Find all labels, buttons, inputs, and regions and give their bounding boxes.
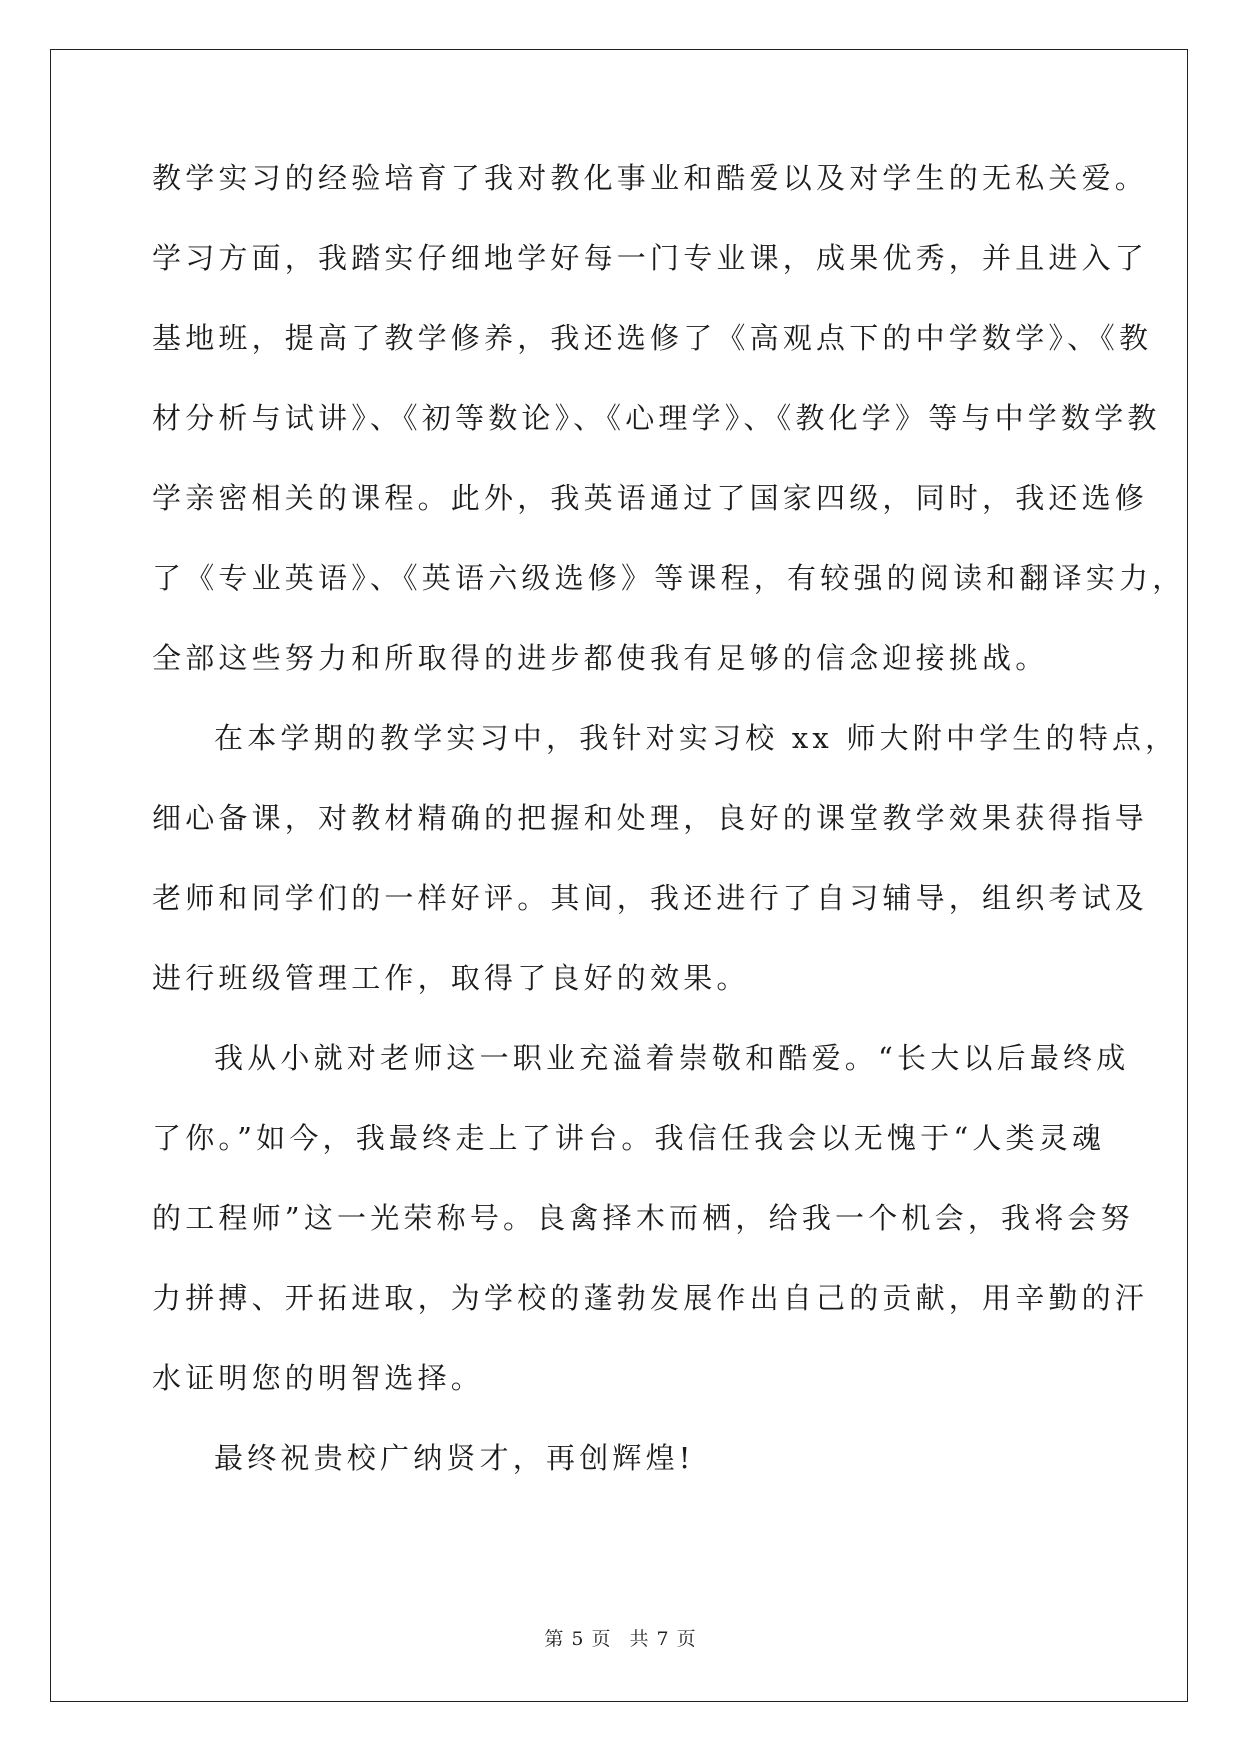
paragraph-start-line: 我从小就对老师这一职业充溢着崇敬和酷爱。“长大以后最终成 xyxy=(214,1041,1130,1075)
document-body xyxy=(152,158,1186,1518)
text-line: 全部这些努力和所取得的进步都使我有足够的信念迎接挑战。 xyxy=(152,641,1049,675)
text-line: 教学实习的经验培育了我对教化事业和酷爱以及对学生的无私关爱。 xyxy=(152,161,1149,195)
text-line: 材分析与试讲》、《初等数论》、《心理学》、《教化学》等与中学数学教 xyxy=(152,401,1161,435)
page-footer xyxy=(0,1624,1241,1651)
total-pages-label: 共 7 页 xyxy=(629,1628,697,1650)
text-line: 力拼搏、开拓进取，为学校的蓬勃发展作出自己的贡献，用辛勤的汗 xyxy=(152,1281,1149,1315)
current-page-label: 第 5 页 xyxy=(544,1628,612,1650)
text-line: 水证明您的明智选择。 xyxy=(152,1361,485,1395)
text-line: 细心备课，对教材精确的把握和处理，良好的课堂教学效果获得指导 xyxy=(152,801,1149,835)
text-line: 的工程师”这一光荣称号。良禽择木而栖，给我一个机会，我将会努 xyxy=(152,1201,1134,1235)
paragraph-start-line: 在本学期的教学实习中，我针对实习校 xx 师大附中学生的特点， xyxy=(214,721,1179,755)
text-line: 学亲密相关的课程。此外，我英语通过了国家四级，同时，我还选修 xyxy=(152,481,1149,515)
text-line: 基地班，提高了教学修养，我还选修了《高观点下的中学数学》、《教 xyxy=(152,321,1153,355)
text-line: 老师和同学们的一样好评。其间，我还进行了自习辅导，组织考试及 xyxy=(152,881,1149,915)
closing-line: 最终祝贵校广纳贤才，再创辉煌! xyxy=(214,1441,695,1475)
text-line: 进行班级管理工作，取得了良好的效果。 xyxy=(152,961,750,995)
text-line: 了你。”如今，我最终走上了讲台。我信任我会以无愧于“人类灵魂 xyxy=(152,1121,1106,1155)
text-line: 学习方面，我踏实仔细地学好每一门专业课，成果优秀，并且进入了 xyxy=(152,241,1149,275)
text-line: 了《专业英语》、《英语六级选修》等课程，有较强的阅读和翻译实力， xyxy=(152,561,1186,595)
